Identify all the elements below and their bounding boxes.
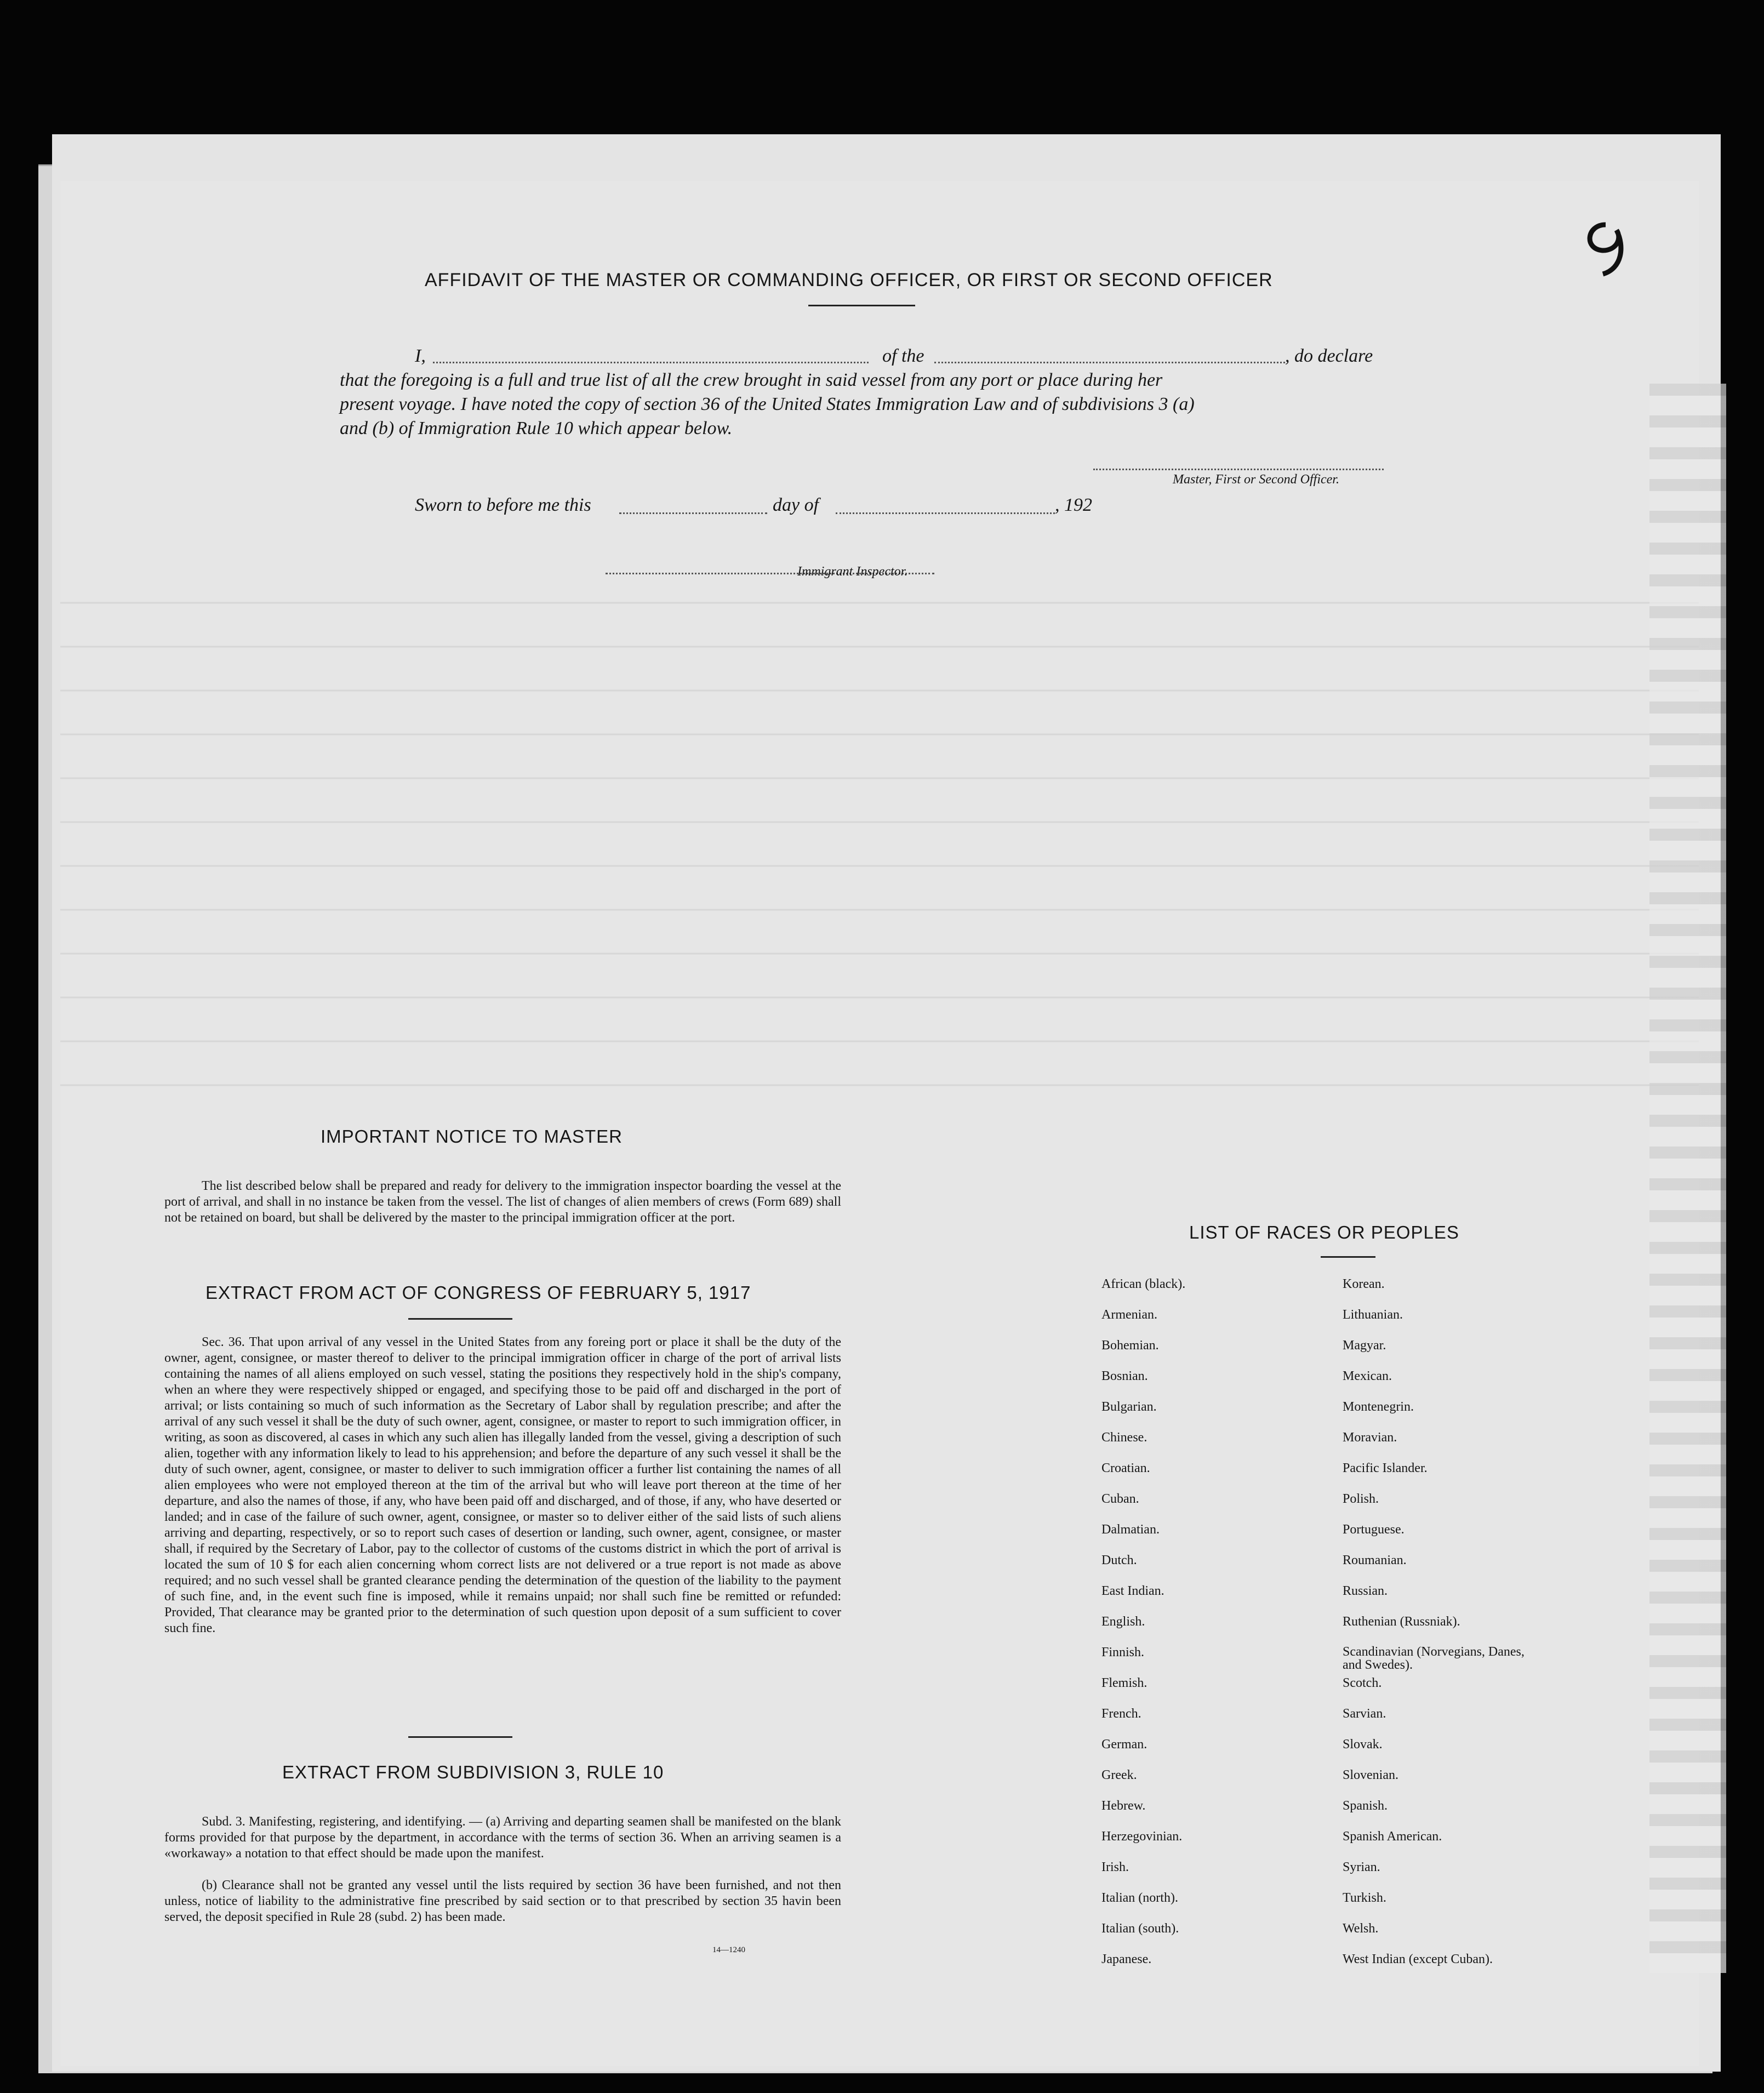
race-item: Mexican. (1343, 1369, 1392, 1383)
master-signature-label: Master, First or Second Officer. (1173, 472, 1339, 487)
race-item: Spanish American. (1343, 1829, 1442, 1844)
race-item: Greek. (1101, 1768, 1137, 1782)
race-item: Korean. (1343, 1277, 1385, 1291)
race-item: Italian (north). (1101, 1891, 1178, 1905)
document-sheet (60, 181, 1699, 2066)
race-item: African (black). (1101, 1277, 1186, 1291)
race-item: Syrian. (1343, 1860, 1380, 1874)
rule-title: EXTRACT FROM SUBDIVISION 3, RULE 10 (282, 1762, 664, 1782)
sworn-text-c: , 192 (1055, 495, 1092, 515)
race-item: Magyar. (1343, 1338, 1386, 1353)
race-item: English. (1101, 1615, 1145, 1629)
notice-title: IMPORTANT NOTICE TO MASTER (321, 1126, 623, 1147)
races-title: LIST OF RACES OR PEOPLES (1189, 1222, 1459, 1242)
race-item: Slovenian. (1343, 1768, 1398, 1782)
race-item: Scotch. (1343, 1676, 1382, 1690)
race-item: Finnish. (1101, 1645, 1145, 1659)
race-item: French. (1101, 1707, 1141, 1721)
sworn-text-a: Sworn to before me this (415, 495, 591, 515)
race-item: Turkish. (1343, 1891, 1386, 1905)
race-item: Sarvian. (1343, 1707, 1386, 1721)
notice-text: The list described below shall be prepared and ready for delivery to the immigration inspector boarding the vessel at the port of arrival, and shall in no instance be taken from the vessel. The list of changes of alien members of crews (Form 689) shall not be retained on board, but shall be delivered by the master to the principal immigration officer at the port. (164, 1179, 841, 1225)
title-rule (808, 305, 915, 306)
race-item: Bulgarian. (1101, 1400, 1157, 1414)
name-field[interactable] (433, 362, 869, 363)
race-item: Slovak. (1343, 1737, 1383, 1752)
affidavit-line2: that the foregoing is a full and true list of all the crew brought in said vessel from any port or place during her (340, 370, 1163, 390)
race-item: Chinese. (1101, 1430, 1148, 1445)
race-item: Ruthenian (Russniak). (1343, 1615, 1460, 1629)
race-item: Bosnian. (1101, 1369, 1148, 1383)
rule-text-b: (b) Clearance shall not be granted any vessel until the lists required by section 36 have been furnished, and not then unless, notice of liability to the administrative fine prescribed by said section or to that prescribed by section 35 havin been served, the deposit specified in Rule 28 (subd. 2) has been made. (164, 1878, 841, 1924)
race-item: Portuguese. (1343, 1522, 1405, 1537)
race-item: Croatian. (1101, 1461, 1150, 1475)
vessel-field[interactable] (934, 362, 1285, 363)
race-item: Hebrew. (1101, 1799, 1146, 1813)
race-item: Spanish. (1343, 1799, 1388, 1813)
act-title-rule (408, 1318, 512, 1320)
race-item: Dalmatian. (1101, 1522, 1160, 1537)
race-item: Russian. (1343, 1584, 1388, 1598)
sworn-month-field[interactable] (836, 512, 1055, 514)
race-item: Scandinavian (Norvegians, Danes, and Swedes). (1343, 1645, 1525, 1672)
race-item: Japanese. (1101, 1952, 1152, 1966)
affidavit-title: AFFIDAVIT OF THE MASTER OR COMMANDING OFFICER, OR FIRST OR SECOND OFFICER (425, 270, 1273, 290)
affidavit-line1-c: , do declare (1285, 346, 1373, 366)
affidavit-line1-a: I, (415, 346, 426, 366)
race-item: Polish. (1343, 1492, 1379, 1506)
race-item: Welsh. (1343, 1921, 1379, 1936)
race-item: Roumanian. (1343, 1553, 1407, 1567)
affidavit-line4: and (b) of Immigration Rule 10 which appear below. (340, 418, 733, 438)
race-item: Lithuanian. (1343, 1308, 1403, 1322)
race-item: Cuban. (1101, 1492, 1139, 1506)
sworn-day-field[interactable] (619, 512, 767, 514)
act-title: EXTRACT FROM ACT OF CONGRESS OF FEBRUARY 5, 1917 (205, 1282, 751, 1303)
page-number-mark-icon (1573, 216, 1639, 282)
race-item: Italian (south). (1101, 1921, 1179, 1936)
race-item: Herzegovinian. (1101, 1829, 1183, 1844)
race-item: Armenian. (1101, 1308, 1157, 1322)
inspector-signature-label: Immigrant Inspector. (797, 564, 908, 579)
master-signature-line[interactable] (1093, 469, 1384, 470)
race-item: Dutch. (1101, 1553, 1137, 1567)
rule-text-a: Subd. 3. Manifesting, registering, and identifying. — (a) Arriving and departing seamen shall be manifested on the blank forms provided for that purpose by the department, in accordance with the terms of section 36. When an arriving seamen is a «workaway» a notation to that effect should be made upon the manifest. (164, 1815, 841, 1861)
race-item: Moravian. (1343, 1430, 1397, 1445)
affidavit-line3: present voyage. I have noted the copy of section 36 of the United States Immigration Law and of subdivisions 3 (a) (340, 394, 1195, 414)
race-item: Flemish. (1101, 1676, 1148, 1690)
sworn-text-b: day of (773, 495, 819, 515)
race-item: German. (1101, 1737, 1148, 1752)
affidavit-line1-b: of the (882, 346, 924, 366)
race-item: Pacific Islander. (1343, 1461, 1428, 1475)
race-item: Montenegrin. (1343, 1400, 1414, 1414)
race-item: Bohemian. (1101, 1338, 1159, 1353)
act-end-rule (408, 1736, 512, 1738)
race-item: West Indian (except Cuban). (1343, 1952, 1493, 1966)
form-number: 14—1240 (712, 1946, 745, 1954)
bleed-through-grid (60, 181, 1699, 2066)
races-title-rule (1321, 1256, 1375, 1258)
race-item: Irish. (1101, 1860, 1129, 1874)
race-item: East Indian. (1101, 1584, 1164, 1598)
act-text: Sec. 36. That upon arrival of any vessel in the United States from any foreing port or place it shall be the duty of the owner, agent, consignee, or master thereof to deliver to the principal immigration officer in charge of the port of arrival lists containing the names of all aliens employed on such vessel, stating the positions they respectively hold in the ship's company, when an where they were respectively shipped or engaged, and specifying those to be paid off and discharged in the port of arrival; or lists containing so much of such information as the Secretary of Labor shall by regulation prescribe; and after the arrival of any such vessel it shall be the duty of such owner, agent, consignee, or master to report to such immigration officer, in writing, as soon as discovered, al cases in which any such alien has illegally landed from the vessel, giving a description of such alien, together with any information likely to lead to his apprehension; and before the departure of any such vessel it shall be the duty of such owner, agent, consignee, or master to deliver to such immigration officer a further list containing the names of all alien employees who were not employed thereon at the tim of the arrival but who will leave port thereon at the time of her departure, and also the names of those, if any, who have been paid off and discharged, and of those, if any, who have deserted or landed; and in case of the failure of such owner, agent, consignee, or master so to deliver either of the said lists of such aliens arriving and departing, respectively, or so to report such cases of desertion or landing, such owner, agent, consignee, or master shall, if required by the Secretary of Labor, pay to the collector of customs of the customs district in which the port of arrival is located the sum of 10 $ for each alien concerning whom correct lists are not delivered or a true report is not made as above required; and no such vessel shall be granted clearance pending the determination of the question of the liability to the payment of such fine, and, in the event such fine is imposed, while it remains unpaid; nor shall such fine be remitted or refunded: Provided, That clearance may be granted prior to the determination of such question upon deposit of a sum sufficient to cover such fine. (164, 1335, 841, 1635)
page-edge-strip (1649, 384, 1726, 1973)
